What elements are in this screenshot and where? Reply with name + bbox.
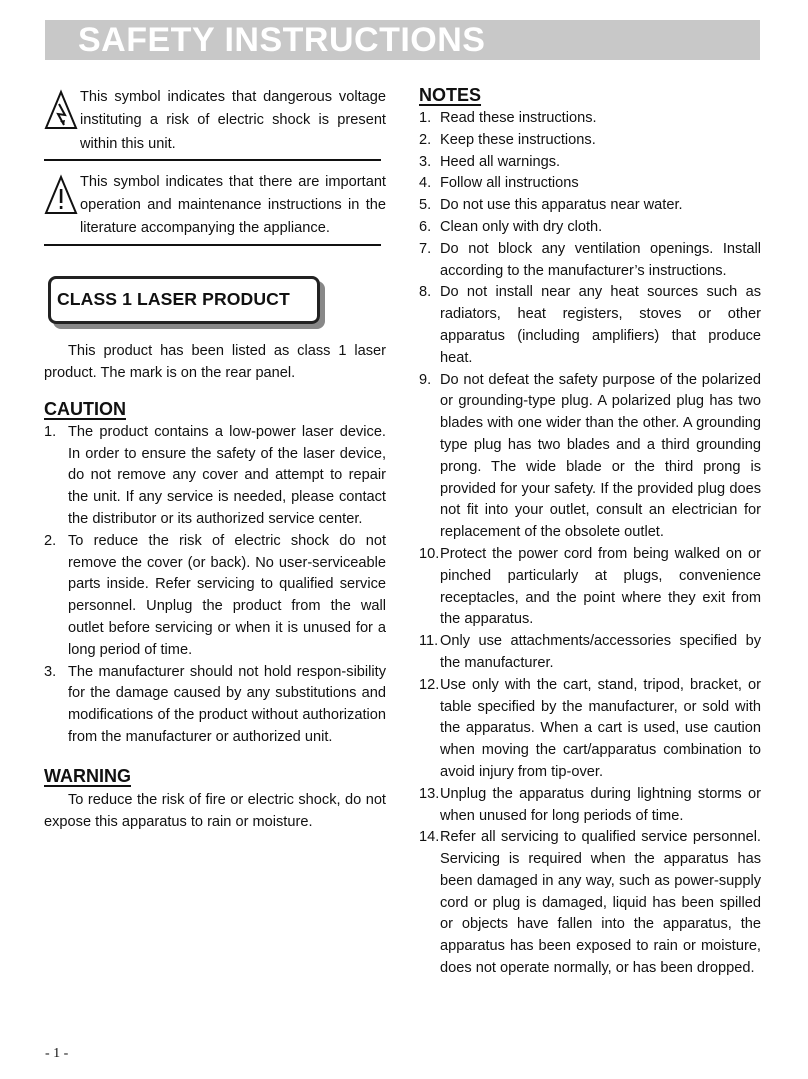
divider	[44, 159, 381, 161]
right-column	[419, 84, 761, 980]
notes-heading: NOTES	[419, 85, 482, 105]
maintenance-text: This symbol indicates that there are important operation and maintenance instructions in the literature accompanying the appliance.	[80, 173, 386, 237]
warning-heading: WARNING	[44, 765, 131, 786]
list-item: 7. Do not block any ventilation openings. Install according to the manufacturer’s instructions.	[419, 240, 761, 279]
list-item: 13. Unplug the apparatus during lightning storms or when unused for long periods of time.	[419, 785, 761, 824]
divider	[44, 244, 381, 246]
lightning-triangle-icon	[44, 88, 78, 130]
laser-product-label	[48, 276, 320, 324]
electric-shock-notice	[44, 86, 386, 156]
list-item: 4. Follow all instructions	[419, 175, 579, 192]
exclamation-triangle-icon	[44, 173, 78, 215]
list-item: 1. The product contains a low-power laser device. In order to ensure the safety of the laser device, do not remove any cover and attempt to repair the unit. If any service is needed, please contact the distributor or its authorized service center.	[44, 423, 386, 527]
list-item: 3. Heed all warnings.	[419, 153, 561, 170]
page-title: SAFETY INSTRUCTIONS	[78, 21, 486, 59]
list-item: 3. The manufacturer should not hold respon-sibility for the damage caused by any substitutions and modifications of the product without authorization from the manufacturer or authorized unit.	[44, 663, 386, 745]
list-item: 1. Read these instructions.	[419, 110, 597, 126]
laser-product-label-text: CLASS 1 LASER PRODUCT	[57, 289, 290, 310]
laser-description: This product has been listed as class 1 laser product. The mark is on the rear panel.	[44, 342, 386, 381]
maintenance-notice	[44, 171, 386, 241]
page-number: - 1 -	[45, 1046, 69, 1061]
electric-shock-text: This symbol indicates that dangerous voltage instituting a risk of electric shock is present within this unit.	[80, 89, 386, 152]
list-item: 8. Do not install near any heat sources such as radiators, heat registers, stoves or other apparatus (including amplifiers) that produce heat.	[419, 284, 761, 366]
list-item: 14. Refer all servicing to qualified service personnel. Servicing is required when the apparatus has been damaged in any way, such as power-supply cord or plug is damaged, liquid has been spilled or objects have fallen into the apparatus, the apparatus has been exposed to rain or moisture, does not operate normally, or has been dropped.	[419, 829, 761, 977]
list-item: 2. To reduce the risk of electric shock do not remove the cover (or back). No user-serviceable parts inside. Refer servicing to qualified service personnel. Unplug the product from the wall outlet before servicing or when it is unused for a long period of time.	[44, 532, 386, 658]
list-item: 6. Clean only with dry cloth.	[419, 218, 603, 235]
warning-text: To reduce the risk of fire or electric shock, do not expose this apparatus to rain or moisture.	[44, 791, 386, 830]
caution-heading: CAUTION	[44, 398, 126, 419]
notes-list	[419, 108, 761, 980]
list-item: 11. Only use attachments/accessories specified by the manufacturer.	[419, 633, 761, 671]
list-item: 10. Protect the power cord from being walked on or pinched particularly at plugs, convenience receptacles, and the point where they exit from the apparatus.	[419, 545, 761, 628]
left-column	[44, 86, 386, 833]
list-item: 2. Keep these instructions.	[419, 131, 596, 148]
list-item: 9. Do not defeat the safety purpose of the polarized or grounding-type plug. A polarized plug has two blades with one wider than the other. A grounding type plug has two blades and a third grounding prong. The wide blade or the third prong is provided for your safety. If the provided plug does not fit into your outlet, consult an electrician for replacement of the obsolete outlet.	[419, 371, 761, 541]
list-item: 12. Use only with the cart, stand, tripod, bracket, or table specified by the manufacturer, or sold with the apparatus. When a cart is used, use caution when moving the cart/apparatus combination to avoid injury from tip-over.	[419, 676, 761, 780]
caution-list	[44, 422, 386, 749]
list-item: 5. Do not use this apparatus near water.	[419, 197, 683, 214]
